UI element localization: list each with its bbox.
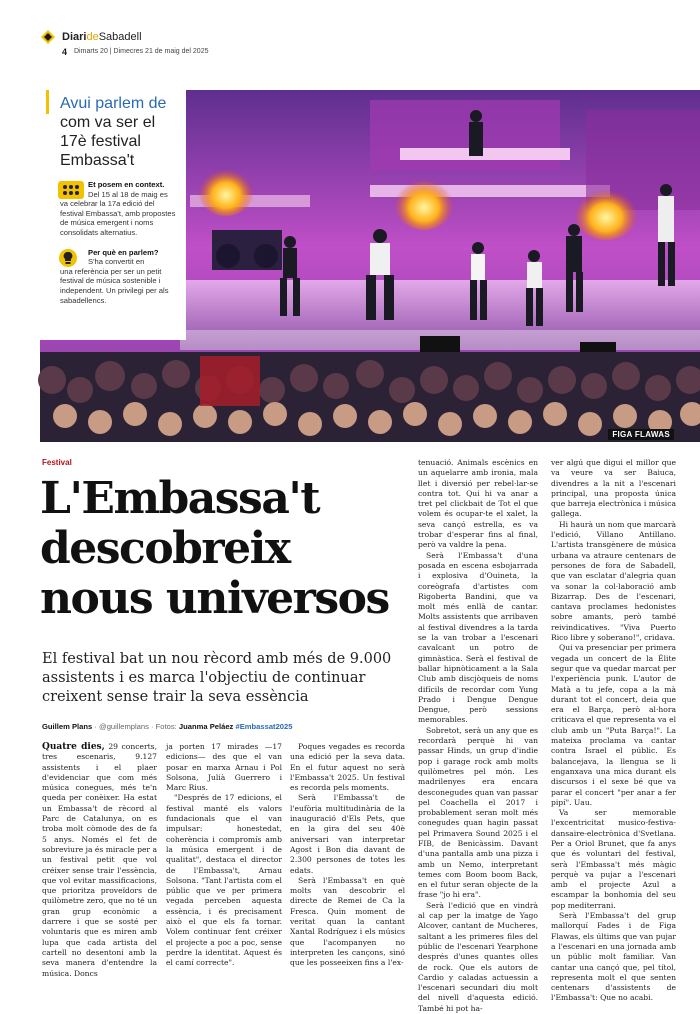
diari-logo-icon [41, 30, 55, 44]
context-item: Et posem en context. Del 15 al 18 de maig es va celebrar la 17a edició del festival Embassa't, amb propostes de música emergent i noms consolidats alternatius. [60, 180, 176, 237]
body-paragraph: Sobretot, serà un any que es recordarà perquè hi van passar Hinds, un grup d'indie pop i garage rock amb molts quilòmetres pel món. Les madrilenyes era encara desconegudes quan van passar pel Coachella el 2017 i probablement seran molt més conegudes quan hagin passat pel Primavera Sound 2025 i el FIB, de Benicàssim. Davant d'una pantalla amb una pizza i amb un Nemo, interpretant temes com Boom boom Back, en el futur seran objecte de la frase "jo hi era". [418, 725, 538, 900]
body-paragraph: Poques vegades es recorda una edició per la seva data. En el futur aquest no serà l'Embassa't 2025. Un festival es recorda pels moments. [290, 742, 405, 793]
context-title: Avui parlem de com va ser el 17è festival Embassa't [60, 95, 167, 169]
subheadline: El festival bat un nou rècord amb més de 9.000 assistents i es marca l'objectiu de continuar creixent sense trair la seva essència [42, 651, 392, 705]
body-paragraph: Serà l'Embassa't de l'eufòria multitudinària de la inauguració d'Els Pets, que en la gira del seu 40è aniversari van interpretar Agost i Bon dia davant de 2.300 persones de totes les edats. [290, 793, 405, 875]
page-number: 4 [62, 47, 68, 57]
context-box [40, 90, 186, 340]
body-paragraph: Serà l'Embassa't del grup mallorquí Fades i de Figa Flawas, els últims que van pujar a l'escenari en una jornada amb un públic molt familiar. Van cantar una cançó que, pel títol, representa molt el que senten centenars d'assistents de l'Embassa't: Que no acabi. [551, 911, 676, 1003]
section-kicker: Festival [42, 458, 72, 467]
byline: Guillem Plans · @guillemplans · Fotos: Juanma Peláez #Embassat2025 [42, 722, 293, 731]
body-column-3 [290, 742, 405, 969]
body-paragraph: Serà l'edició que en vindrà al cap per la imatge de Yago Alcover, cantant de Mucheres, saltant a les primeres files del públic de l'escenari Yearphone després d'unes quantes olles de rock. Que els autors de Cardio y caladas actuessin a l'escenari secundari diu molt del nivell d'aquesta edició. També hi pot ha- [418, 900, 538, 1013]
body-column-2 [166, 742, 282, 969]
lightbulb-icon [58, 248, 84, 268]
page-date: Dimarts 20 | Dimecres 21 de maig del 2025 [74, 48, 209, 55]
body-paragraph: ver algú que digui el millor que va veure va ser Baiuca, divendres a la nit a l'escenari principal, una proposta única que barreja electrònica i música gallega. [551, 458, 676, 519]
body-paragraph: tenuació. Animals escènics en un aquelarre amb ironia, mala llet i diversió per rebel·lar-se contra tot. Qui hi va anar a tret pel clickbait de Tot el que volem és ocupar-te el xalet, la seva cançó estrella, es va trobar d'esperar fins al final, però va valdre la pena. [418, 458, 538, 550]
body-column-5 [551, 458, 676, 1004]
body-paragraph: Serà l'Embassa't en què molts van descobrir el directe de Remei de Ca la Fresca. Quin moment de veritat quan la cantant Xantal Rodríguez i els músics que l'acompanyen no interpreten les cançons, sinó que les posseeixen fins a l'ex- [290, 875, 405, 968]
body-paragraph: Serà l'Embassa't d'una posada en escena esbojarrada i explosiva d'Ouineta, la coreògrafa d'artistes com Rigoberta Bandini, que va molt més enllà de cantar. Molts assistents que arribaven al festival divendres a la tarda se la van trobar a l'escenari cavalcant un potro de gimnàstica. Serà el festival de ballar hipnòticament a la Sala Club amb discjòqueis de noms difícils de recordar com Yung Prado i Dengue Dengue Dengue, però sessions memorables. [418, 550, 538, 725]
publication-name: DiarideSabadell [62, 31, 142, 43]
headline: L'Embassa't descobreix nous universos [40, 473, 389, 624]
body-paragraph: ja porten 17 mirades —17 edicions— des que el van posar en marxa Arnau i Pol Solsona, Julià Guerrero i Marc Rius. [166, 742, 282, 793]
body-paragraph: Qui va presenciar per primera vegada un concert de la Élite segur que va quedar marcat per l'experiència punk. L'autor de Matà a tu jefe, copa a la mà durant tot el concert, deia que era el Barça, però al·hora criticava el que representa va el club amb un "Puta Barça!". La mateixa proclama va cantar contra Israel el públic. Es balancejava, la llengua se li enganxava una mica durant els discursos i el sexe bé que va parar el concert "per anar a fer pipí". Uau. [551, 643, 676, 807]
body-paragraph: "Després de 17 edicions, el festival manté els valors fundacionals que el van impulsar: honestedat, coherència i compromís amb la música emergent i de qualitat", destaca el director de l'Embassa't, Arnau Solsona. "Tant l'artista com el públic que ve per primera vegada perceben aquesta essència, i és precisament això el que els fa tornar. Volem continuar fent créixer el projecte a poc a poc, sense perdre la identitat. Aquest és el camí correcte". [166, 793, 282, 968]
body-paragraph: Quatre dies, 29 concerts, tres escenaris, 9.127 assistents i el plaer d'evidenciar que com més música conegues, més te'n queda per conèixer. Ha estat un Embassa't de rècord al Parc de Catalunya, on es troba molt còmode des de fa 5 anys. Només el fet de sobreviure ja és miracle per a un festival petit que vol créixer sense trair l'essència, que vol evitar massificacions, que prioritza proveïdors de quilòmetre zero, que no té un gran grup econòmic a darrere i que se sosté per voluntaris que es miren amb lupa que cada artista del cartell no desentoni amb la seva manera d'entendre la música. Doncs [42, 742, 158, 978]
body-paragraph: Hi haurà un nom que marcarà l'edició, Villano Antillano. L'artista transgènere de música urbana va atraure centenars de persones de fora de Sabadell, que van esclatar d'alegria quan va sonar la col·laboració amb Bizarrap. Des de l'escenari, cantava proclames hedonistes sobre amants, però també reivindicatives. "Viva Puerto Rico libre y soberano!", cridava. [551, 519, 676, 643]
body-column-4 [418, 458, 538, 1014]
context-item: Per què en parlem? S'ha convertit en una referència per ser un petit festival de música sostenible i independent. Un privilegi per als sabadellencs. [60, 247, 169, 305]
body-paragraph: Va ser memorable l'excentricitat musico-festiva-dansaire-electrònica d'Svetlana. Per a Oriol Brunet, que fa anys que és voluntari del festival, serà l'Embassa't més màgic perquè va pujar a l'escenari amb el projecte Azul a escampar la bonhomia del seu pop mediterrani. [551, 808, 676, 910]
body-column-1 [42, 742, 157, 979]
context-icon [58, 180, 84, 200]
photo-credit: FIGA FLAWAS [608, 429, 674, 440]
